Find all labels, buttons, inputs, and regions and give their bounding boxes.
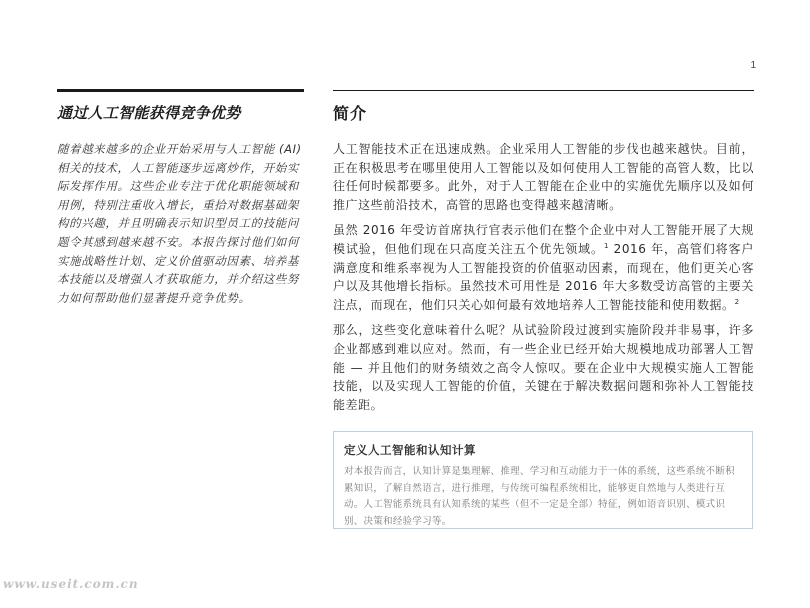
callout-title: 定义人工智能和认知计算 — [344, 443, 476, 457]
site-watermark: www.useit.com.cn — [3, 577, 139, 591]
paragraph-2-text-a: 虽然 2016 年受访首席执行官表示他们在整个企业中对人工智能开展了大规模试验，但他们现在只高度关注五个优先领域。 — [333, 223, 754, 256]
left-sidebar — [57, 89, 304, 307]
intro-paragraph-3: 那么，这些变化意味着什么呢？从试验阶段过渡到实施阶段并非易事，许多企业都感到难以应对。然而，有一些企业已经开始大规模地成功部署人工智能 — 并且他们的财务绩效之高令人惊叹。要在企业中大规模实施人工智能技能，以及实现人工智能的价值，关键在于解决数据问题和弥补人工智能技能差距。 — [333, 323, 754, 412]
section-title: 简介 — [333, 104, 368, 123]
footnote-ref-1[interactable]: 1 — [603, 241, 609, 250]
definition-callout-box — [333, 431, 753, 529]
sidebar-intro-text: 随着越来越多的企业开始采用与人工智能 (AI) 相关的技术，人工智能逐步远离炒作，开始实际发挥作用。这些企业专注于优化职能领域和用例，特别注重收入增长，重拾对数据基础架构的兴趣，并且明确表示知识型员工的技能问题令其感到越来越不安。本报告探讨他们如何实施战略性计划、定义价值驱动因素、培养基本技能以及增强人才获取能力，并介绍这些努力如何帮助他们显著提升竞争优势。 — [57, 142, 302, 305]
sidebar-heading: 通过人工智能获得竞争优势 — [57, 104, 241, 122]
callout-body: 对本报告而言，认知计算是集理解、推理、学习和互动能力于一体的系统，这些系统不断积累知识，了解自然语言，进行推理，与传统可编程系统相比，能够更自然地与人类进行互动。人工智能系统具有认知系统的某些（但不一定是全部）特征，例如语音识别、模式识别、决策和经验学习等。 — [344, 466, 736, 527]
page-number: 1 — [750, 60, 756, 71]
main-heading-rule — [333, 90, 754, 91]
main-content — [333, 90, 754, 421]
intro-paragraph-2 — [333, 221, 754, 314]
paragraph-2-text-b: 2016 年，高管们将客户满意度和维系率视为人工智能投资的价值驱动因素，而现在，他们更关心客户以及其他增长指标。虽然技术可用性是 2016 年大多数受访高管的主要关注点，而现在，他们只关心如何最有效地培养人工智能技能和使用数据。 — [333, 241, 754, 312]
intro-paragraph-1: 人工智能技术正在迅速成熟。企业采用人工智能的步伐也越来越快。目前，正在积极思考在哪里使用人工智能以及如何使用人工智能的高管人数，比以往任何时候都要多。此外，对于人工智能在企业中的实施优先顺序以及如何推广这些前沿技术，高管的思路也变得越来越清晰。 — [333, 142, 754, 212]
left-heading-rule — [57, 89, 304, 92]
footnote-ref-2[interactable]: 2 — [734, 297, 740, 306]
